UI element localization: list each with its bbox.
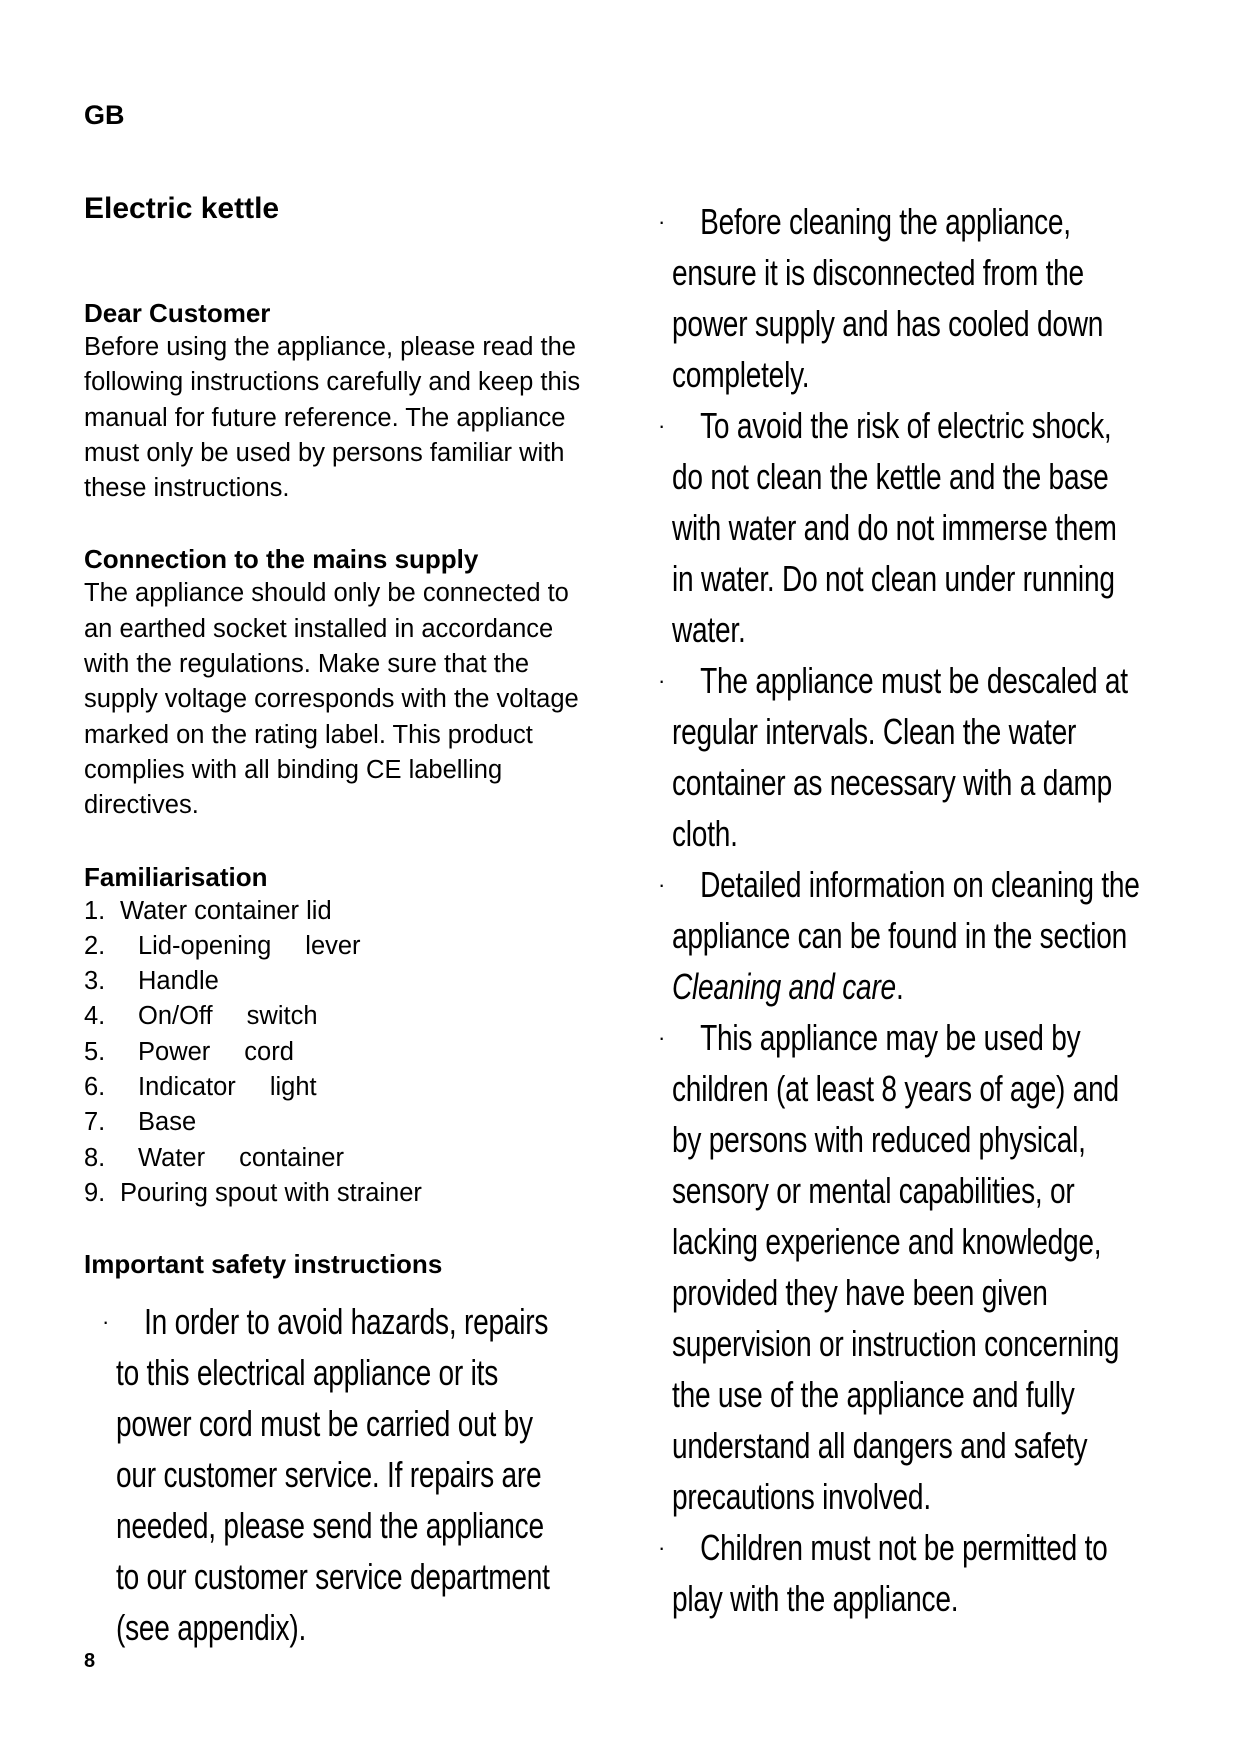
part-number: 6.: [84, 1073, 106, 1102]
safety-item: [658, 1012, 1192, 1522]
safety-item: [102, 1296, 596, 1653]
part-number: 9.: [84, 1178, 106, 1207]
part-item: [84, 999, 604, 1034]
text-line: directives.: [84, 791, 199, 820]
text-line: following instructions carefully and keep this: [84, 368, 581, 397]
safety-line: cloth.: [672, 813, 738, 854]
dear-customer-text: [84, 330, 604, 506]
safety-line: water.: [672, 609, 746, 650]
text-line: an earthed socket installed in accordance: [84, 614, 554, 643]
bullet-icon: ·: [658, 872, 666, 897]
safety-line: .: [895, 966, 904, 1007]
bullet-icon: ·: [658, 1535, 666, 1560]
safety-line: provided they have been given: [672, 1272, 1048, 1313]
part-number: 8.: [84, 1143, 106, 1172]
part-number: 5.: [84, 1037, 106, 1066]
safety-line: to this electrical appliance or its: [116, 1352, 499, 1393]
bullet-icon: ·: [658, 209, 666, 234]
part-number: 3.: [84, 967, 106, 996]
safety-item: [658, 196, 1192, 400]
part-item: [84, 964, 604, 999]
text-line: marked on the rating label. This product: [84, 720, 533, 749]
text-line: manual for future reference. The appliance: [84, 403, 566, 432]
familiarisation-heading: Familiarisation: [84, 861, 268, 892]
safety-line: in water. Do not clean under running: [672, 558, 1115, 599]
left-column: [84, 296, 604, 1281]
part-item: [84, 1141, 604, 1176]
safety-line: power supply and has cooled down: [672, 303, 1104, 344]
safety-line: lacking experience and knowledge,: [672, 1221, 1102, 1262]
safety-item: [658, 1522, 1192, 1624]
safety-line: This appliance may be used by: [700, 1017, 1081, 1058]
safety-line: regular intervals. Clean the water: [672, 711, 1077, 752]
right-safety-list: [658, 196, 1192, 1624]
part-label: Indicator: [138, 1073, 236, 1102]
safety-line: play with the appliance.: [672, 1578, 959, 1619]
safety-line: by persons with reduced physical,: [672, 1119, 1086, 1160]
part-number: 7.: [84, 1108, 106, 1137]
part-label: Base: [138, 1108, 197, 1137]
safety-line: understand all dangers and safety: [672, 1425, 1088, 1466]
bullet-icon: ·: [658, 413, 666, 438]
safety-line: container as necessary with a damp: [672, 762, 1113, 803]
text-line: The appliance should only be connected to: [84, 579, 569, 608]
part-item: [84, 1035, 604, 1070]
safety-item: [658, 400, 1192, 655]
safety-item: [658, 655, 1192, 859]
part-label: Power: [138, 1037, 211, 1066]
part-label: Lid-opening: [138, 931, 272, 960]
left-safety-column: [102, 1290, 596, 1653]
safety-line: power cord must be carried out by: [116, 1403, 533, 1444]
mains-supply-heading: Connection to the mains supply: [84, 544, 479, 575]
safety-line: In order to avoid hazards, repairs: [144, 1301, 549, 1342]
safety-line: supervision or instruction concerning: [672, 1323, 1120, 1364]
safety-line: to our customer service department: [116, 1556, 550, 1597]
dear-customer-heading: Dear Customer: [84, 298, 271, 328]
part-label: Handle: [138, 967, 219, 996]
text-line: complies with all binding CE labelling: [84, 755, 503, 784]
safety-line: the use of the appliance and fully: [672, 1374, 1075, 1415]
part-label: light: [269, 1073, 317, 1102]
safety-line: needed, please send the appliance: [116, 1505, 544, 1546]
part-label: Water: [138, 1143, 206, 1172]
safety-line: (see appendix).: [116, 1607, 307, 1648]
safety-line: Children must not be permitted to: [700, 1527, 1108, 1568]
text-line: supply voltage corresponds with the voltage: [84, 685, 579, 714]
text-line: Before using the appliance, please read the: [84, 333, 576, 361]
section-reference: Cleaning and care: [672, 966, 896, 1007]
bullet-icon: ·: [658, 1025, 666, 1050]
part-label: On/Off: [138, 1002, 213, 1031]
part-number: 1.: [84, 896, 106, 925]
safety-line: our customer service. If repairs are: [116, 1454, 542, 1495]
safety-line: children (at least 8 years of age) and: [672, 1068, 1119, 1109]
part-label: lever: [305, 931, 361, 960]
safety-line: precautions involved.: [672, 1476, 931, 1517]
safety-heading: Important safety instructions: [84, 1249, 443, 1280]
part-item: [84, 894, 604, 929]
part-label: Water container lid: [120, 896, 332, 925]
safety-line: appliance can be found in the section: [672, 915, 1128, 956]
safety-line: Detailed information on cleaning the: [700, 864, 1140, 905]
part-item: [84, 1070, 604, 1105]
part-label: container: [239, 1143, 344, 1172]
part-item: [84, 929, 604, 964]
parts-list: [84, 894, 604, 1212]
page-number: 8: [84, 1650, 96, 1672]
safety-line: sensory or mental capabilities, or: [672, 1170, 1075, 1211]
safety-line: To avoid the risk of electric shock,: [700, 405, 1112, 446]
safety-line: Before cleaning the appliance,: [700, 201, 1071, 242]
part-number: 2.: [84, 931, 106, 960]
part-number: 4.: [84, 1002, 106, 1031]
document-title: Electric kettle: [84, 192, 280, 225]
right-safety-column: [658, 190, 1192, 1624]
safety-line: ensure it is disconnected from the: [672, 252, 1084, 293]
safety-line: do not clean the kettle and the base: [672, 456, 1109, 497]
mains-supply-text: [84, 576, 604, 823]
part-label: cord: [244, 1037, 294, 1066]
part-item: [84, 1176, 604, 1211]
part-label: Pouring spout with strainer: [120, 1178, 422, 1207]
language-code: GB: [84, 100, 125, 130]
part-label: switch: [246, 1002, 318, 1031]
safety-item: [658, 859, 1192, 1012]
text-line: these instructions.: [84, 474, 290, 503]
safety-line: with water and do not immerse them: [672, 507, 1117, 548]
bullet-icon: ·: [658, 668, 666, 693]
safety-line: completely.: [672, 354, 810, 395]
left-safety-list: [102, 1296, 596, 1653]
bullet-icon: ·: [102, 1309, 110, 1334]
text-line: with the regulations. Make sure that the: [84, 650, 530, 679]
safety-line: The appliance must be descaled at: [700, 660, 1128, 701]
text-line: must only be used by persons familiar with: [84, 438, 565, 467]
part-item: [84, 1105, 604, 1140]
